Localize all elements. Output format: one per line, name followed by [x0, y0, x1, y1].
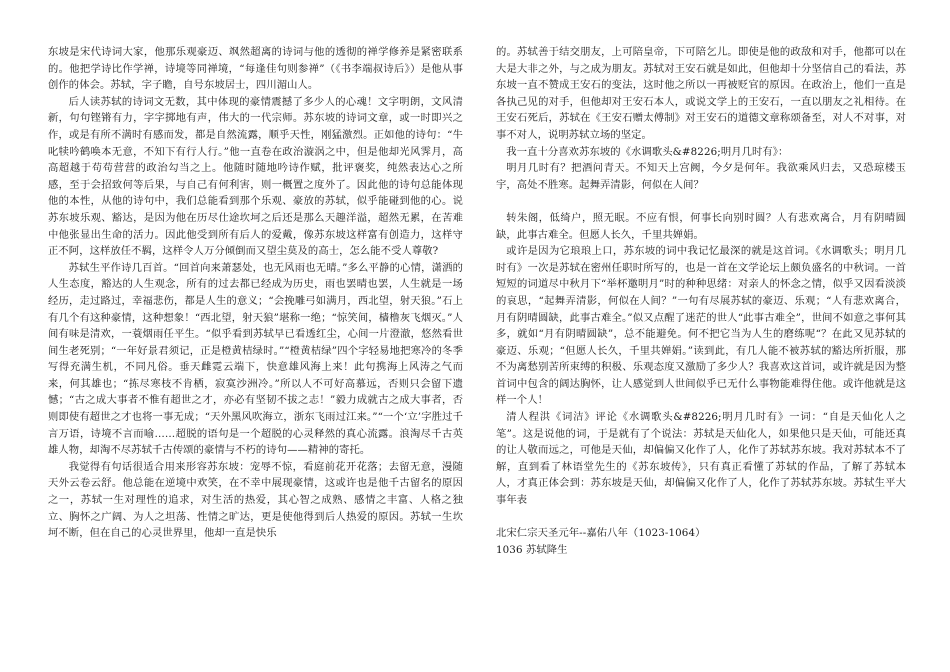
paragraph: 或许是因为它琅琅上口，苏东坡的词中我记忆最深的就是这首词。《水调歌头；明月几时有》一次是苏轼在密州任职时所写的，也是一首在文学论坛上颇负盛名的中秋词。一首短短的词道尽中秋月下“举杯邀明月”时的种种思绪：对亲人的怀念之情，似乎又因看淡淡的哀思，“起舞弄清影，何似在人间？”一句有尽展苏轼的豪迈、乐观；“人有悲欢离合，月有阴晴圆缺，此事古难全。”似又点醒了迷茫的世人“此事古难全”，世间不如意之事何其多，就如“月有阴晴圆缺”，总不能避免。何不把它当为人生的磨练呢“？在此又见苏轼的豪迈、乐观；“但愿人长久，千里共婵娟。”读到此，有几人能不被苏轼的豁达所折服，那不为离愁别苦所束缚的积极、乐观态度又激励了多少人？我喜欢这首词，或许就是因为整首词中包含的阔达胸怀，让人感觉到人世间似乎已无什么事物能难得住他。或许他就是这样一个人！	[496, 245, 906, 407]
blank-line	[496, 193, 906, 210]
timeline-entry: 1036 苏轼降生	[496, 543, 568, 556]
paragraph: 东坡是宋代诗词大家，他那乐观豪迈、飒然超离的诗词与他的透彻的禅学修养是紧密联系的。他把学诗比作学禅，诗境等同禅境，“每逢佳句则参禅”（《书李端叔诗后》）是他从事创作的体会。苏轼，字子瞻，自号东坡居士，四川湄山人。	[48, 46, 463, 92]
paragraph: 我一直十分喜欢苏东坡的《水调歌头&#8226;明月几时有》：	[506, 145, 789, 158]
blank-line	[496, 509, 906, 526]
timeline-heading: 北宋仁宗天圣元年--嘉佑八年（1023-1064）	[496, 527, 706, 540]
poem-stanza-1: 明月几时有？把酒问青天。不知天上宫阙，今夕是何年。我欲乘风归去，又恐琼楼玉宇，高处不胜寒。起舞弄清影，何似在人间？	[496, 162, 906, 191]
right-column	[496, 44, 906, 664]
paragraph: 的。苏轼善于结交朋友，上可陪皇帝，下可陪乞儿。即使是他的政敌和对手，他都可以在大是大非之外，与之成为朋友。苏轼对王安石就是如此，但他却十分坚信自己的看法，苏东坡一直不赞成王安石的变法，这时他之所以一再被贬官的原因。在政治上，他们一直是各执己见的对手，但他却对王安石本人，或说文学上的王安石，一直以朋友之礼相待。在王安石死后，苏轼在《王安石赠太傅制》对王安石的道德文章称颂备至，对人不对事，对事不对人，说明苏轼立场的坚定。	[496, 46, 906, 141]
paragraph: 苏轼生平作诗几百首。“回首向来萧瑟处，也无风雨也无晴。”多么平静的心情，潇洒的人生态度，豁达的人生观念，所有的过去都已经成为历史，雨也罢晴也罢，人生就是一场经历，走过路过，幸福悲伤，都是人生的意义；“会挽雕弓如满月，西北望，射天狼。”石上有几个有这种豪情，这种想象！“西北望，射天狼”堪称一绝；“惊笑间，樯橹灰飞烟灭。”人间有味是清欢，一蓑烟雨任平生。“似乎看到苏轼早已看透红尘，心间一片澄澈，悠然看世间生老死别；“一年好景君须记，正是橙黄桔绿时。”“橙黄桔绿”四个字轻易地把寒冷的冬季写得充满生机，不同凡俗。垂天雌霓云端下，快意雄风海上来！此句携海上风涛之气而来，何其雄也；“拣尽寒枝不肯栖，寂寞沙洲冷。”所以人不可好高慕远，否则只会留下遗憾；“古之成大事者不惟有超世之才，亦必有坚韧不拔之志！”毅力成就古之成大事者，否则即使有超世之才也将一事无成；“天外黑风吹海立，浙东飞雨过江来。”“一个‘立’字胜过千言万语，诗境不言而喻……超脱的语句是一个超脱的心灵释然的真心流露。浪淘尽千古英雄人物，却淘不尽苏轼千古传颂的豪情与不朽的诗句——精神的寄托。	[48, 261, 463, 457]
paragraph: 后人读苏轼的诗词文无数，其中体现的豪情震撼了多少人的心魂！文字明朗，文风清新，句句铿锵有力，字字掷地有声，伟大的一代宗师。苏东坡的诗词文章，或一时即兴之作，或是有所不满时有感而发，都是自然流露，顺乎天性，刚猛激烈。正如他的诗句：“牛叱犊吟鹤唤本无意，不知下有行人行。”他一直卷在政治漩涡之中，但是他却光风霁月，高高超越于苟苟营营的政治勾当之上。他随时随地吟诗作赋，批评褒奖，纯然表达心之所感，至于会招致何等后果，与自己有何利害，则一概置之度外了。因此他的诗句总能体现他的本性，从他的诗句中，我们总能看到那个乐观、豪放的苏轼，似乎能碰到他的心。说苏东坡乐观、豁达，是因为他在历尽仕途坎坷之后还是那么天趣洋溢，超然无累，在苦难中他张显出生命的活力。因此他受到所有后人的爱戴，像苏东坡这样富有创造力，这样守正不阿，这样放任不羁，这样令人万分倾倒而又望尘莫及的高士，怎么能不受人尊敬?	[48, 95, 463, 258]
left-column	[48, 44, 463, 664]
paragraph: 清人程洪《词洁》评论《水调歌头&#8226;明月几时有》一词：“自是天仙化人之笔”。这是说他的词，于是就有了个说法：苏轼是天仙化人，如果他只是天仙，可能还真的让人敬而远之，可他是天仙，却偏偏又化作了人，化作了苏轼苏东坡。我对苏轼本不了解，直到看了林语堂先生的《苏东坡传》，只有真正看懂了苏轼的作品，了解了苏轼本人，才真正体会到：苏东坡是天仙，却偏偏又化作了人，化作了苏轼苏东坡。苏轼生平大事年表	[496, 411, 906, 507]
paragraph: 我觉得有句话很适合用来形容苏东坡：宠辱不惊，看庭前花开花落；去留无意，漫随天外云卷云舒。他总能在逆境中欢笑，在不幸中展现豪情，这或许也是他千古留名的原因之一，苏轼一生对理性的追求，对生活的热爱，其心智之成熟、感情之丰富、人格之独立、胸怀之广阔、为人之坦荡、性情之旷达，更是使他得到后人热爱的原因。苏轼一生坎坷不断，但在自己的心灵世界里，他却一直是快乐	[48, 460, 463, 540]
poem-stanza-2: 转朱阁，低绮户，照无眠。不应有恨，何事长向别时圆？人有悲欢离合，月有阴晴圆缺，此事古难全。但愿人长久，千里共婵娟。	[496, 211, 906, 241]
